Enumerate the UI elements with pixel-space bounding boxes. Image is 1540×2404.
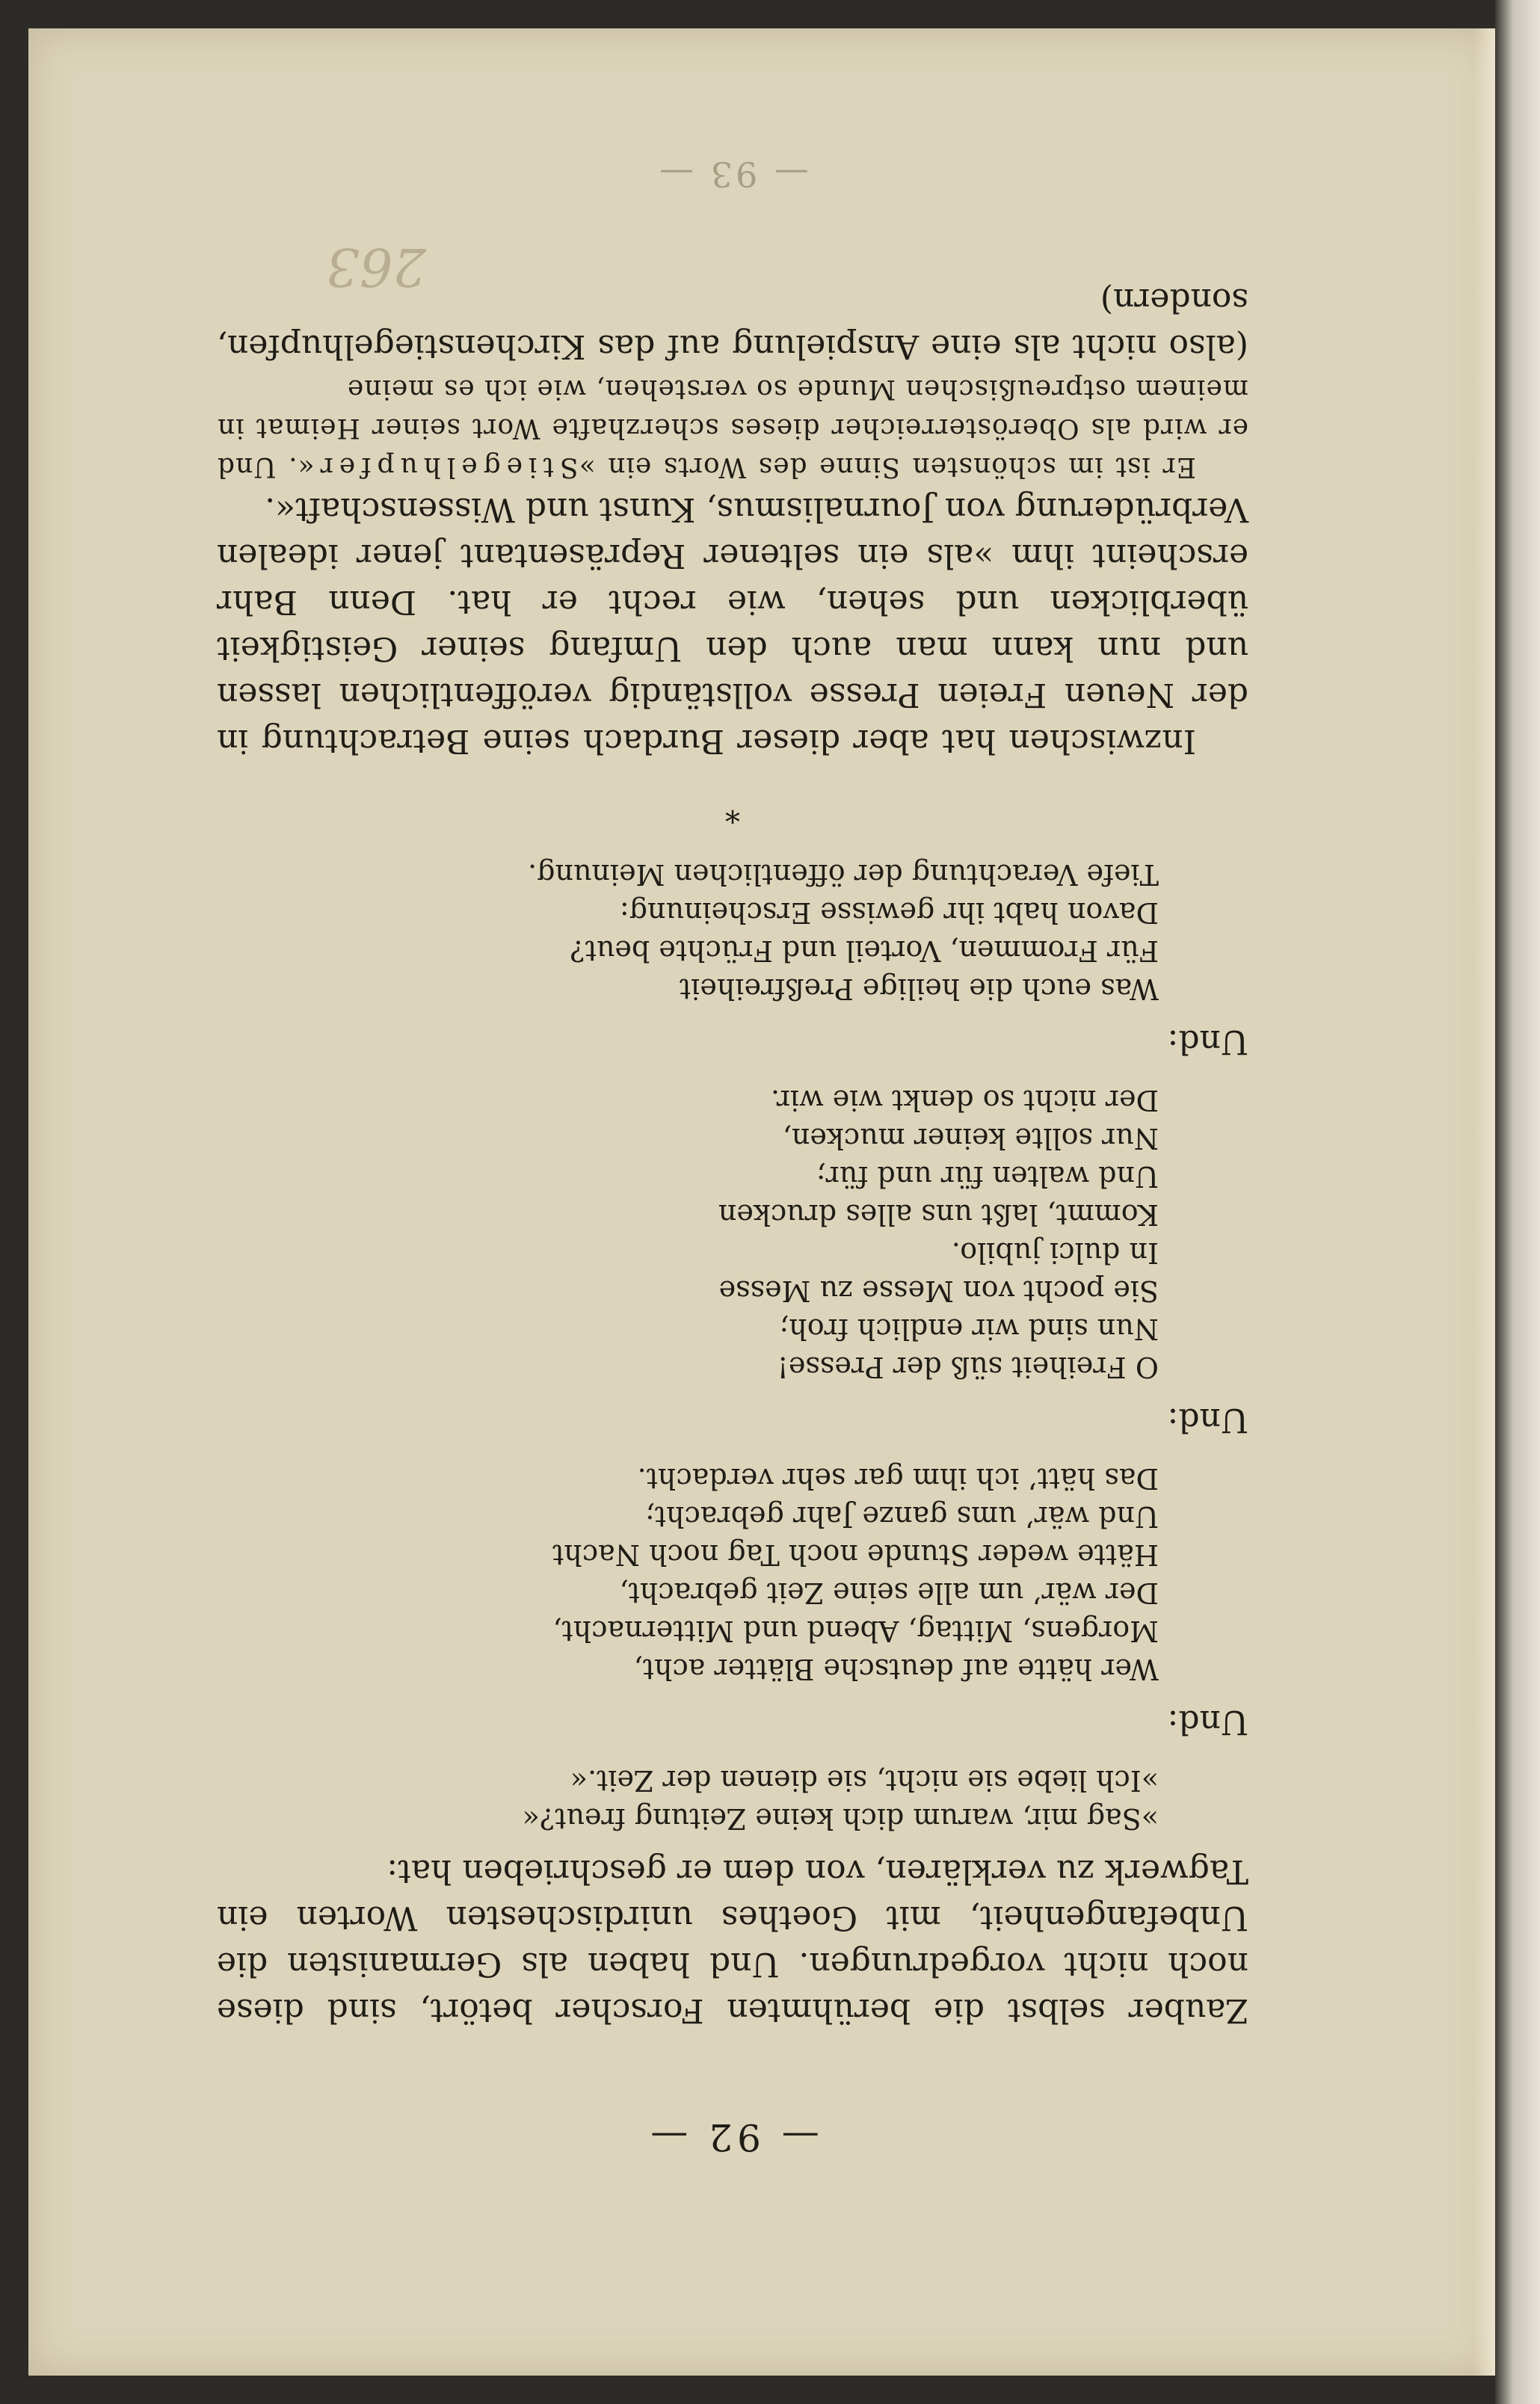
final-line: (also nicht als eine Anspielung auf das Kirchenstiegelhupfen, sondern) — [217, 281, 1248, 366]
poem-line: Für Frommen, Vorteil und Früchte beut? — [570, 934, 1159, 967]
spaced-word: Stiegelhupfer — [314, 451, 579, 482]
poem-pressfreiheit — [217, 855, 1159, 1008]
poem-line: Nur sollte keiner mucken, — [782, 1122, 1159, 1155]
poem-line: In dulci jubilo. — [951, 1236, 1159, 1269]
closing-paragraph: Inzwischen hat aber dieser Burdach seine Betrachtung in der Neuen Freien Presse vollständig veröffentlichen lassen und nun kann man auch den Umfang seiner Geistigkeit überblicken und sehen, wie recht er hat. Denn Bahr erscheint ihm »als ein seltener Repräsentant jener idealen Verbrüderung von Journalismus, Kunst und Wissenschaft«. — [217, 490, 1248, 760]
und-label: Und: — [1167, 1703, 1248, 1741]
section-separator: * — [725, 794, 740, 828]
poem-line: Hätte weder Stunde noch Tag noch Nacht — [552, 1538, 1159, 1571]
poem-line: Was euch die heilige Preßfreiheit — [679, 973, 1159, 1005]
poem-line: Sie pocht von Messe zu Messe — [718, 1275, 1159, 1307]
poem-line: Davon habt ihr gewisse Erscheinung: — [619, 896, 1159, 929]
poem-line: Morgens, Mittag, Abend und Mitternacht, — [552, 1615, 1159, 1648]
poem-line: Nun sind wir endlich froh; — [779, 1313, 1159, 1346]
poem-line: Der wär’ um alle seine Zeit gebracht, — [619, 1577, 1159, 1609]
und-label: Und: — [1167, 1401, 1248, 1439]
und-label: Und: — [1167, 1023, 1248, 1061]
poem-line: Kommt, laßt uns alles drucken — [718, 1198, 1159, 1231]
poem-line: Das hätt’ ich ihm gar sehr verdacht. — [637, 1462, 1159, 1495]
poem-pressefreiheit — [217, 1081, 1159, 1386]
bleed-through-page-number: — 93 — — [656, 154, 809, 194]
inverted-text-sheet — [28, 28, 1495, 2376]
scanner-edge — [1495, 0, 1540, 2404]
poem-line: Und wär’ ums ganze Jahr gebracht; — [645, 1500, 1159, 1533]
pencil-annotation: 263 — [326, 236, 426, 298]
poem-line: Wer hätte auf deutsche Blätter acht, — [633, 1653, 1159, 1686]
quote-line: »Sag mir, warum dich keine Zeitung freut?« — [522, 1802, 1159, 1835]
book-page — [28, 28, 1495, 2376]
poem-line: Tiefe Verachtung der öffentlichen Meinung. — [528, 858, 1159, 891]
page-content — [217, 154, 1248, 2159]
opening-paragraph: Zauber selbst die berühmten Forscher betört, sind diese noch nicht vorgedrungen. Und haben als Germanisten die Unbefangenheit, mit Goethes unirdischesten Worten ein Tagwerk zu verklären, von dem er geschrieben hat: — [217, 1852, 1248, 2029]
poem-blaetter — [217, 1459, 1159, 1688]
poem-line: O Freiheit süß der Presse! — [777, 1351, 1159, 1384]
footnote-paragraph — [217, 369, 1248, 486]
footnote-text: «. Und er wird als Oberösterreicher dieses scherzhafte Wort seiner Heimat in meinem ostpreußischen Munde so verstehen, wie ich es meine — [216, 374, 1248, 482]
poem-line: Der nicht so denkt wie wir. — [770, 1084, 1159, 1117]
quote-line: »Ich liebe sie nicht, sie dienen der Zeit.« — [570, 1764, 1159, 1797]
footnote-text: Er ist im schönsten Sinne des Worts ein » — [578, 451, 1196, 482]
goethe-quote — [217, 1761, 1159, 1837]
poem-line: Und walten für und für; — [816, 1160, 1159, 1193]
page-number: — 92 — — [646, 2115, 819, 2159]
